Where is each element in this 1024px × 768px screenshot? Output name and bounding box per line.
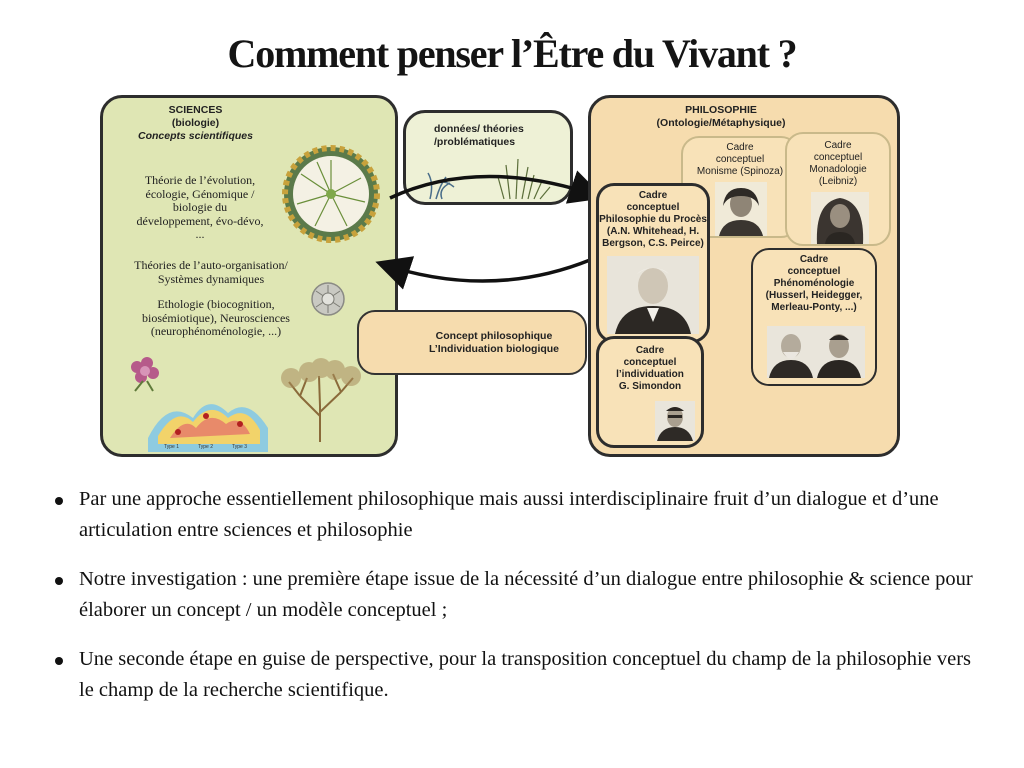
page-title: Comment penser l’Être du Vivant ?	[227, 31, 797, 76]
frame-process-philosophy	[596, 183, 710, 343]
frame-line: conceptuel	[715, 154, 765, 165]
frame-line: (A.N. Whitehead, H.	[606, 226, 700, 237]
frame-line: Monadologie	[809, 164, 867, 175]
bullet-dot	[55, 497, 63, 505]
frame-line: (Leibniz)	[818, 176, 858, 187]
frame-line: conceptuel	[787, 266, 841, 277]
sciences-text-line: écologie, Génomique /	[145, 186, 255, 201]
arrow-to-sciences	[382, 260, 590, 281]
sciences-block-selforganisation	[111, 259, 311, 286]
frame-simondon	[596, 336, 704, 448]
philosophie-title: PHILOSOPHIE	[685, 104, 757, 116]
bullet-text: Une seconde étape en guise de perspective, pour la transposition conceptuel du champ de la philosophie vers le champ de la recherche scientifique.	[79, 648, 972, 701]
bullet-list	[55, 484, 975, 724]
spinoza-portrait	[715, 182, 767, 236]
sciences-text-line: Théorie de l’évolution,	[144, 173, 256, 187]
frame-line: conceptuel	[623, 357, 677, 368]
frame-line: (Husserl, Heidegger,	[765, 290, 863, 301]
sciences-header	[103, 104, 288, 143]
philosophie-panel	[588, 95, 900, 457]
fossil-image	[310, 281, 346, 317]
concept-label	[409, 330, 579, 356]
concept-box	[357, 310, 587, 375]
bullet-item	[55, 644, 975, 706]
frame-leibniz	[785, 132, 891, 246]
flower-image	[123, 353, 169, 393]
frame-line: Cadre	[824, 140, 852, 151]
sciences-text-line: Ethologie (biocognition,	[157, 297, 275, 311]
frame-label	[599, 190, 707, 250]
data-box-line: /problématiques	[434, 136, 516, 148]
frame-line: Philosophie du Procès	[599, 214, 707, 225]
frame-line: l’individuation	[616, 369, 684, 380]
frame-line: Merleau-Ponty, ...)	[771, 302, 857, 313]
tree-image	[275, 356, 365, 442]
sciences-text-line: Théories de l’auto-organisation/	[134, 258, 288, 272]
sciences-subtitle-2: Concepts scientifiques	[138, 130, 253, 142]
sciences-text-line: (neurophénoménologie, ...)	[150, 324, 282, 338]
landscape-label: Type 3	[232, 444, 248, 450]
frame-label	[599, 345, 701, 393]
arrow-to-philosophy	[390, 176, 598, 198]
frame-line: Bergson, C.S. Peirce)	[602, 238, 704, 249]
concept-line: L’Individuation biologique	[428, 343, 560, 355]
sciences-text-line: Systèmes dynamiques	[157, 271, 265, 286]
frame-line: conceptuel	[813, 152, 863, 163]
sciences-block-ethology	[121, 298, 311, 339]
sciences-subtitle: (biologie)	[171, 117, 220, 129]
phylogeny-wheel-image	[281, 144, 381, 244]
bullet-dot	[55, 657, 63, 665]
frame-label	[683, 142, 797, 178]
bullet-item	[55, 484, 975, 546]
sciences-block-evolution	[125, 174, 275, 242]
simondon-portrait	[655, 401, 695, 441]
frame-line: Monisme (Spinoza)	[696, 166, 784, 177]
sciences-text-line: biosémiotique), Neurosciences	[142, 310, 290, 325]
frame-line: conceptuel	[626, 202, 680, 213]
frame-line: Cadre	[726, 142, 754, 153]
whitehead-portrait	[607, 256, 699, 334]
sciences-panel	[100, 95, 398, 457]
phenomenologists-portraits	[767, 326, 865, 378]
sciences-title: SCIENCES	[168, 104, 223, 116]
frame-line: Cadre	[638, 190, 668, 201]
philosophie-subtitle: (Ontologie/Métaphysique)	[656, 117, 786, 129]
sciences-text-line: biologie du	[172, 200, 228, 214]
frame-line: Cadre	[635, 345, 665, 356]
frame-label	[753, 254, 875, 314]
philosophie-header	[631, 104, 811, 130]
sciences-text-line: développement, évo-dévo,	[136, 213, 264, 228]
bullet-text: Notre investigation : une première étape issue de la nécessité d’un dialogue entre philosophie & science pour élaborer un concept / un modèle conceptuel ;	[79, 568, 973, 621]
bullet-text: Par une approche essentiellement philosophique mais aussi interdisciplinaire fruit d’un dialogue et d’une articulation entre sciences et philosophie	[79, 488, 939, 541]
landscape-label: Type 2	[198, 444, 214, 450]
frame-label	[787, 140, 889, 188]
frame-line: Phénoménologie	[773, 278, 855, 289]
leibniz-portrait	[811, 192, 869, 244]
bullet-dot	[55, 577, 63, 585]
data-box-label	[414, 123, 574, 149]
frame-line: Cadre	[799, 254, 829, 265]
landscape-label: Type 1	[164, 444, 180, 450]
data-box-line: données/ théories	[434, 123, 524, 135]
frame-phenomenology	[751, 248, 877, 386]
sciences-text-line: ...	[195, 227, 205, 241]
arrows	[370, 160, 610, 300]
bullet-item	[55, 564, 975, 626]
epigenetic-landscape-image	[148, 388, 268, 452]
concept-line: Concept philosophique	[435, 330, 553, 342]
frame-line: G. Simondon	[618, 381, 682, 392]
